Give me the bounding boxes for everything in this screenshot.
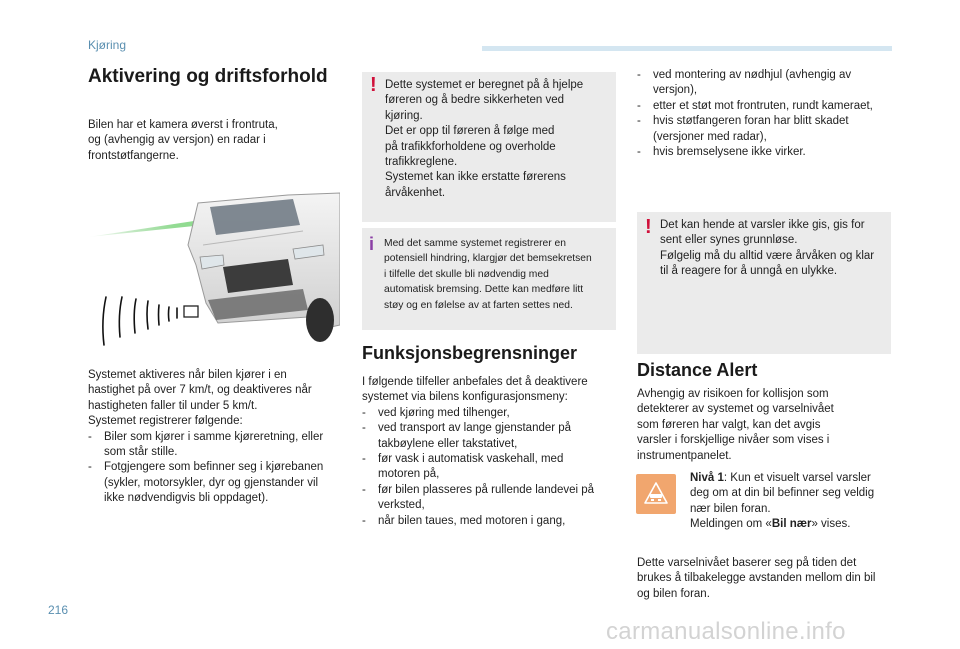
warning-icon: ! [370, 74, 377, 96]
level1-text: Nivå 1: Kun et visuelt varsel varsler deg om at din bil befinner seg veldig nær bilen foran. Meldingen om «Bil nær» vises. [690, 472, 875, 531]
title-limitations: Funksjonsbegrensninger [362, 343, 578, 363]
car-illustration [88, 185, 340, 355]
warning-icon: ! [645, 216, 652, 238]
info-box-brake: i Med det samme systemet registrerer en potensiell hindring, klargjør det bemsekretsen i tilfelle det skulle bli nødvendig med automatisk bremsing. Dette kan medføre litt støy og en følelse av at farten settes ned. [362, 228, 616, 330]
warning-box-system: ! Dette systemet er beregnet på å hjelpe føreren og å bedre sikkerheten ved kjøring. Det er opp til føreren å følge med på trafikkforholdene og overholde trafikkreglene. Systemet kan ikke erstatte førerens årvåkenhet. [362, 72, 616, 222]
list-item: - etter et støt mot frontruten, rundt kameraet, [637, 99, 873, 112]
list-item: - ved montering av nødhjul (avhengig av [637, 69, 852, 81]
col1-intro: Bilen har et kamera øverst i frontruta, og (avhengig av versjon) en radar i frontstøtfangerne. [88, 119, 278, 162]
wheel [306, 298, 334, 342]
col2-body: I følgende tilfeller anbefales det å deaktivere systemet via bilens konfigurasjonsmeny: - ved kjøring med tilhenger, - ved transport av lange gjenstander på takbøylene eller takstativet, - før vask i automatisk vaskehall, med motoren på, - før bilen plasseres på rullende landevei på verksted, - når bilen taues, med motoren i gang, [362, 375, 616, 529]
list-item: - hvis bremselysene ikke virker. [637, 146, 806, 159]
list-item: - når bilen taues, med motoren i gang, [362, 514, 566, 527]
list-item: - Fotgjengere som befinner seg i kjørebanen [88, 461, 324, 474]
list-item: - ved transport av lange gjenstander på [362, 422, 572, 435]
header-rule [482, 46, 892, 51]
list-item: - hvis støtfangeren foran har blitt skadet [637, 115, 849, 128]
section-tag: Kjøring [88, 38, 127, 52]
col3-intro: Avhengig av risikoen for kollisjon som detekterer av systemet og varselnivået som føreren har valgt, kan det avgis varsler i forskjellige nivåer som vises i instrumentpanelet. [637, 388, 834, 462]
radar-waves [103, 297, 177, 345]
col3-list: - ved montering av nødhjul (avhengig av versjon), - etter et støt mot frontruten, rundt kameraet, - hvis støtfangeren foran har blitt skadet (versjoner med radar), - hvis bremselysene ikke virker. [637, 68, 897, 160]
list-item: - ved kjøring med tilhenger, [362, 406, 510, 419]
list-item: - Biler som kjører i samme kjøreretning, eller [88, 430, 324, 443]
watermark: carmanualsonline.info [606, 618, 846, 645]
distance-alert-icon [636, 474, 676, 514]
info-icon: i [369, 234, 375, 254]
page-number: 216 [48, 603, 69, 617]
list-item: - før vask i automatisk vaskehall, med [362, 453, 564, 466]
col1-body: Systemet aktiveres når bilen kjører i en hastighet på over 7 km/t, og deaktiveres når hastigheten faller til under 5 km/t. Systemet registrerer følgende: - Biler som kjører i samme kjøreretning, eller som står stille. - Fotgjengere som befinner seg i kjørebanen (sykler, motorsykler, dyr og gjenstander vil ikke nødvendigvis bli oppdaget). [88, 368, 350, 507]
list-item: - før bilen plasseres på rullende landevei på [362, 483, 595, 496]
title-distance-alert: Distance Alert [637, 360, 758, 380]
col3-outro: Dette varselnivået baserer seg på tiden det brukes å tilbakelegge avstanden mellom din bil og bilen foran. [637, 557, 876, 600]
title-activation: Aktivering og driftsforhold [88, 66, 328, 87]
warning-box-alerts: ! Det kan hende at varsler ikke gis, gis for sent eller synes grunnløse. Følgelig må du alltid være årvåken og klar til å reagere for å unngå en ulykke. [637, 212, 891, 354]
car-radar-illustration [88, 185, 340, 355]
radar-box [184, 306, 198, 317]
